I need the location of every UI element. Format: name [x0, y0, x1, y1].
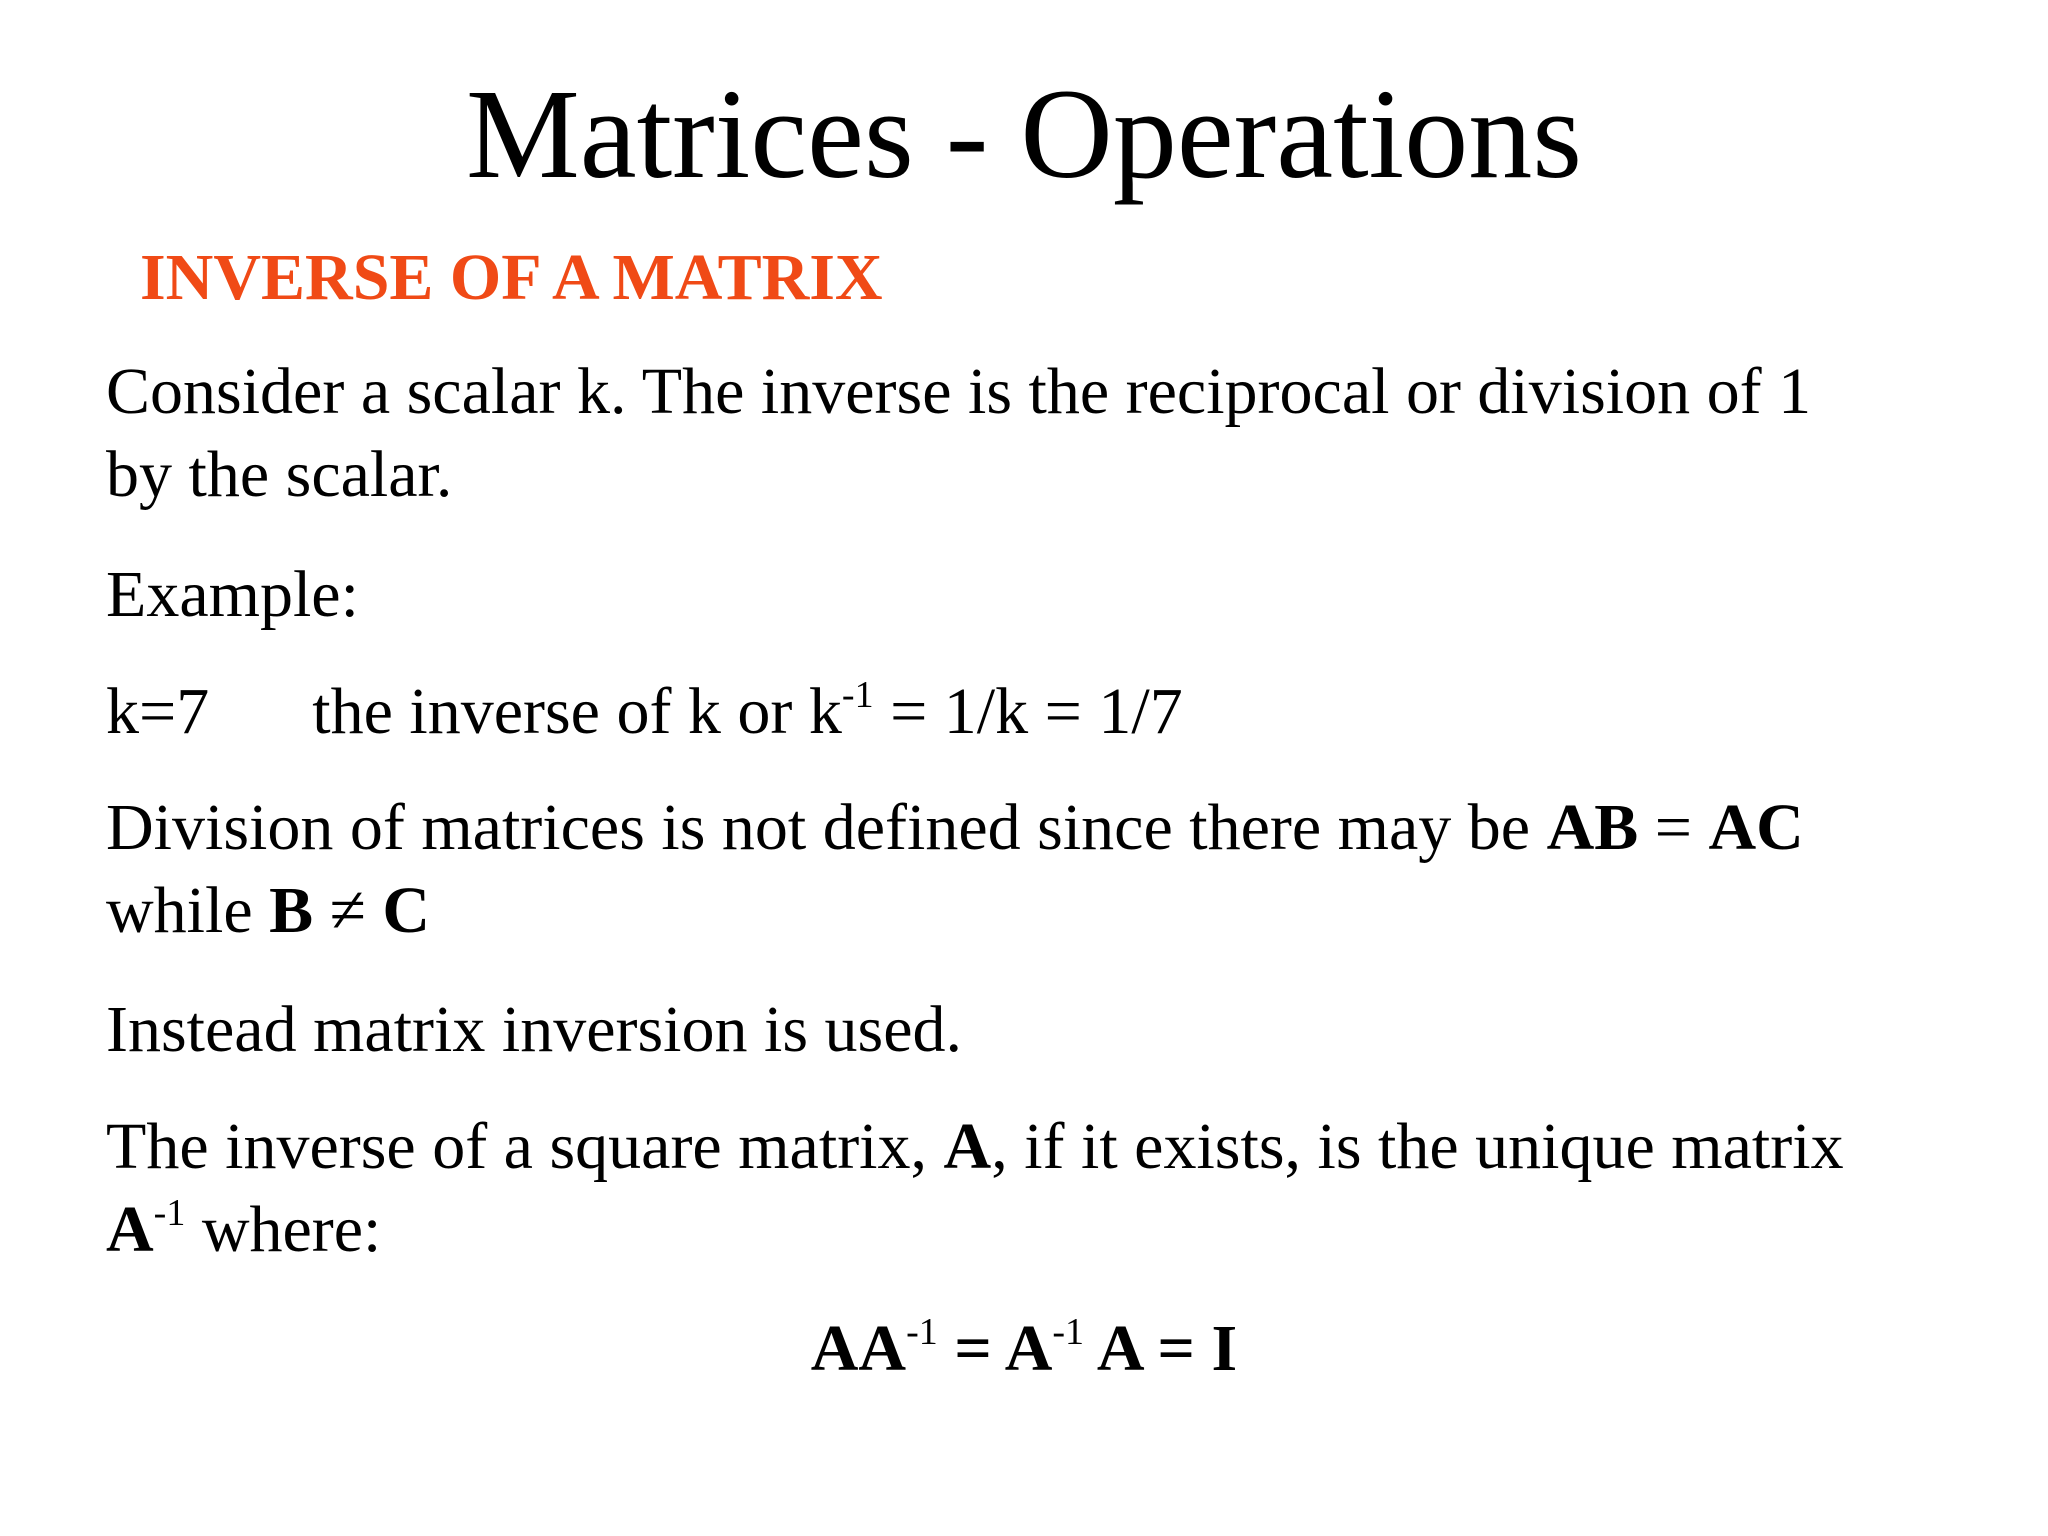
- paragraph-scalar-inverse: [106, 350, 1811, 516]
- example-superscript: -1: [841, 674, 874, 716]
- scalar-inverse-line-1: Consider a scalar k. The inverse is the reciprocal or division of 1: [106, 355, 1812, 428]
- division-text-a: Division of matrices is not defined since there may be: [106, 791, 1547, 864]
- division-b: B: [269, 874, 314, 947]
- identity-equation: [0, 1307, 2048, 1390]
- not-equal-symbol: ≠: [313, 874, 383, 947]
- slide-title: Matrices - Operations: [465, 63, 1583, 205]
- equation-end: A = I: [1084, 1312, 1238, 1385]
- equation-superscript-1: -1: [906, 1311, 938, 1353]
- division-ab: AB: [1546, 791, 1639, 864]
- paragraph-division: [106, 786, 1804, 952]
- definition-text-c: , if it exists, is the unique matrix: [991, 1110, 1844, 1183]
- definition-superscript: -1: [153, 1192, 186, 1234]
- division-ac: AC: [1708, 791, 1804, 864]
- section-heading: INVERSE OF A MATRIX: [140, 241, 883, 314]
- division-while: while: [106, 874, 270, 947]
- equation-aa: AA: [810, 1312, 907, 1385]
- equation-middle: = A: [937, 1312, 1053, 1385]
- paragraph-inversion-used: Instead matrix inversion is used.: [106, 993, 963, 1066]
- example-k-value: k=7: [106, 675, 210, 748]
- definition-a: A: [943, 1110, 992, 1183]
- example-text-a: the inverse of k or k: [312, 675, 842, 748]
- division-equals: =: [1638, 791, 1709, 864]
- definition-where: where:: [185, 1193, 382, 1266]
- division-c: C: [382, 874, 431, 947]
- example-label: Example:: [106, 558, 359, 631]
- paragraph-inverse-definition: [106, 1105, 1844, 1271]
- example-line: [106, 670, 1183, 753]
- scalar-inverse-line-2: by the scalar.: [106, 438, 453, 511]
- equation-superscript-2: -1: [1052, 1311, 1085, 1353]
- example-text-b: = 1/k = 1/7: [873, 675, 1183, 748]
- definition-text-a: The inverse of a square matrix,: [106, 1110, 944, 1183]
- definition-a-inverse: A: [106, 1193, 154, 1266]
